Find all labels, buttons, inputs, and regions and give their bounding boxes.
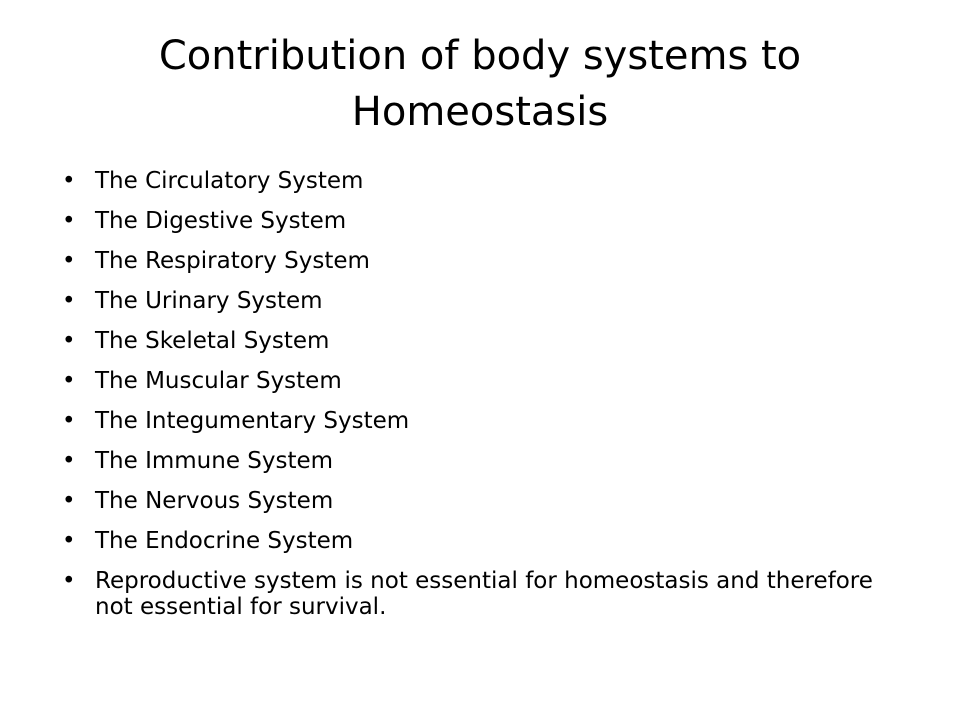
bullet-item <box>62 368 882 394</box>
bullet-item <box>62 488 882 514</box>
bullet-text: The Integumentary System <box>95 408 410 434</box>
bullet-list <box>62 168 882 634</box>
bullet-item <box>62 408 882 434</box>
bullet-item <box>62 448 882 474</box>
bullet-icon: • <box>62 408 76 434</box>
bullet-icon: • <box>62 528 76 554</box>
bullet-item <box>62 168 882 194</box>
bullet-item <box>62 328 882 354</box>
bullet-icon: • <box>62 288 76 314</box>
bullet-text: The Digestive System <box>95 208 347 234</box>
bullet-text: The Nervous System <box>95 488 334 514</box>
bullet-item <box>62 568 882 620</box>
bullet-text: The Muscular System <box>95 368 342 394</box>
bullet-icon: • <box>62 208 76 234</box>
bullet-icon: • <box>62 448 76 474</box>
bullet-icon: • <box>62 248 76 274</box>
bullet-icon: • <box>62 568 76 594</box>
bullet-text: The Immune System <box>95 448 334 474</box>
bullet-icon: • <box>62 328 76 354</box>
bullet-icon: • <box>62 168 76 194</box>
bullet-text: The Skeletal System <box>95 328 330 354</box>
bullet-item <box>62 248 882 274</box>
bullet-item <box>62 288 882 314</box>
bullet-icon: • <box>62 368 76 394</box>
bullet-text: The Endocrine System <box>95 528 354 554</box>
bullet-text: The Circulatory System <box>95 168 364 194</box>
bullet-text: The Urinary System <box>95 288 323 314</box>
bullet-item <box>62 528 882 554</box>
bullet-text: The Respiratory System <box>95 248 370 274</box>
slide-title: Contribution of body systems to Homeostasis <box>158 33 802 135</box>
bullet-text: Reproductive system is not essential for homeostasis and therefore not essential for survival. <box>95 568 873 620</box>
bullet-item <box>62 208 882 234</box>
bullet-icon: • <box>62 488 76 514</box>
